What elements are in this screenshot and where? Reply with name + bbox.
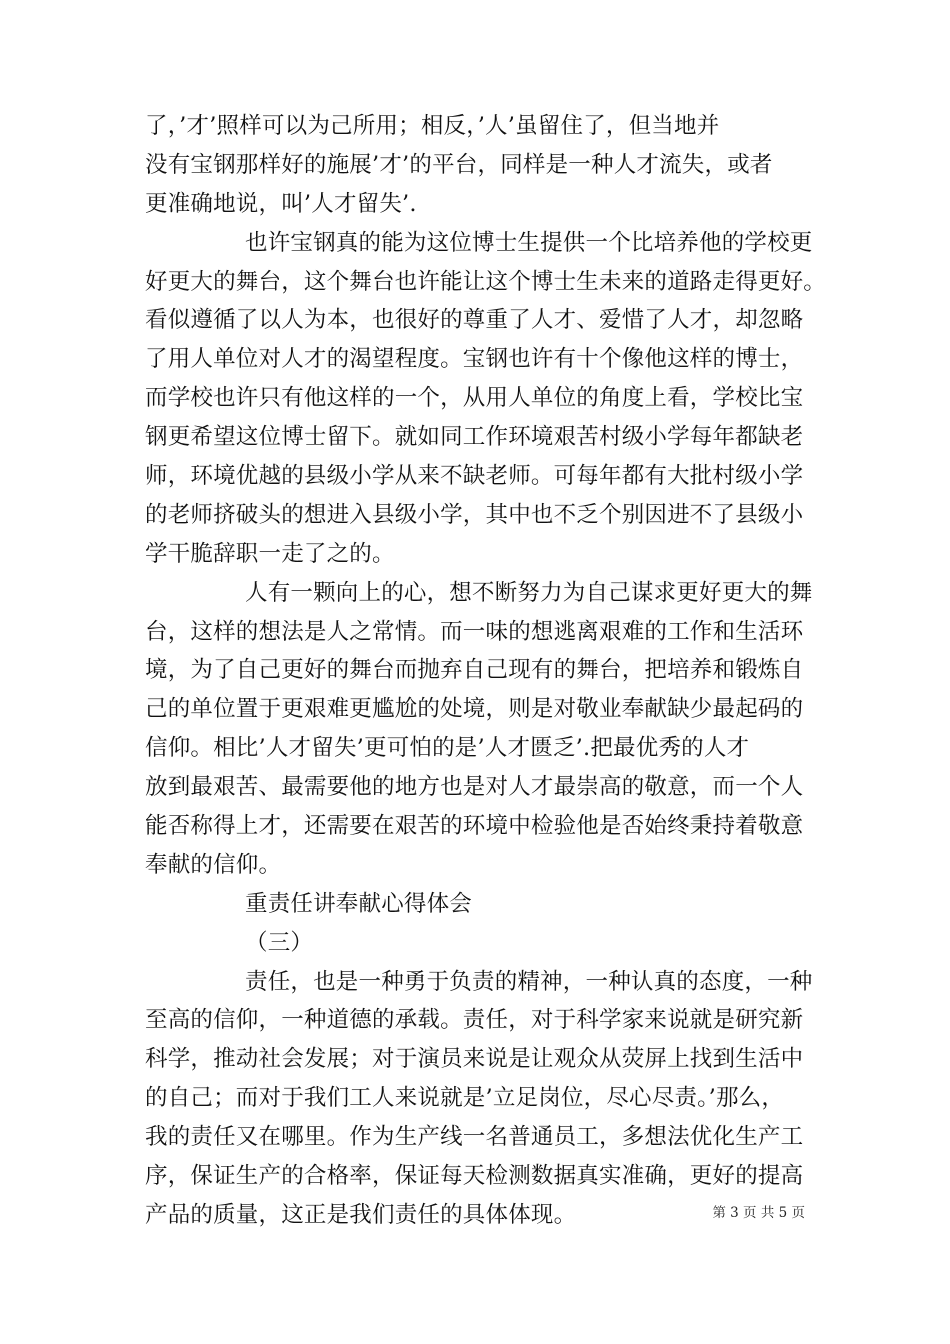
text-line: 的自己；而对于我们工人来说就是’立足岗位，尽心尽责。’那么， — [145, 1085, 785, 1112]
section-number — [145, 924, 825, 963]
text-line: 看似遵循了以人为本，也很好的尊重了人才、爱惜了人才，却忽略 — [145, 307, 804, 334]
text-line: 师，环境优越的县级小学从来不缺老师。可每年都有大批村级小学 — [145, 463, 804, 490]
text-line: 了用人单位对人才的渴望程度。宝钢也许有十个像他这样的博士， — [145, 346, 804, 373]
text-line: 重责任讲奉献心得体会 — [245, 890, 473, 917]
text-line: 的老师挤破头的想进入县级小学，其中也不乏个别因进不了县级小 — [145, 501, 804, 528]
text-line: 钢更希望这位博士留下。就如同工作环境艰苦村级小学每年都缺老 — [145, 424, 804, 451]
text-line: 产品的质量，这正是我们责任的具体体现。 — [145, 1201, 577, 1228]
text-line: 序，保证生产的合格率，保证每天检测数据真实准确，更好的提高 — [145, 1163, 804, 1190]
text-line: 了，’才’照样可以为己所用；相反，’人’虽留住了，但当地并 — [145, 113, 720, 139]
document-body — [145, 107, 825, 1235]
text-line: 我的责任又在哪里。作为生产线一名普通员工，多想法优化生产工 — [145, 1124, 804, 1151]
text-line: （三） — [245, 929, 314, 956]
text-line: 能否称得上才，还需要在艰苦的环境中检验他是否始终秉持着敬意 — [145, 813, 804, 840]
page-number: 第 3 页 共 5 页 — [712, 1205, 805, 1221]
text-line: 责任，也是一种勇于负责的精神，一种认真的态度，一种 — [245, 968, 813, 995]
paragraph — [145, 224, 825, 574]
text-line: 台，这样的想法是人之常情。而一味的想逃离艰难的工作和生活环 — [145, 618, 804, 645]
paragraph — [145, 107, 825, 224]
text-line: 至高的信仰，一种道德的承载。责任，对于科学家来说就是研究新 — [145, 1007, 804, 1034]
paragraph — [145, 963, 825, 1235]
text-line: 科学，推动社会发展；对于演员来说是让观众从荧屏上找到生活中 — [145, 1046, 804, 1073]
text-line: 信仰。相比’人才留失’更可怕的是’人才匮乏’.把最优秀的人才 — [145, 735, 750, 762]
paragraph — [145, 574, 825, 885]
text-line: 境，为了自己更好的舞台而抛弃自己现有的舞台，把培养和锻炼自 — [145, 657, 804, 684]
text-line: 更准确地说，叫’人才留失’. — [145, 190, 417, 217]
text-line: 己的单位置于更艰难更尴尬的处境，则是对敬业奉献缺少最起码的 — [145, 696, 804, 723]
text-line: 没有宝钢那样好的施展’才’的平台，同样是一种人才流失，或者 — [145, 151, 773, 178]
text-line: 放到最艰苦、最需要他的地方也是对人才最崇高的敬意，而一个人 — [145, 774, 804, 801]
section-heading — [145, 885, 825, 924]
text-line: 人有一颗向上的心，想不断努力为自己谋求更好更大的舞 — [245, 579, 813, 606]
text-line: 而学校也许只有他这样的一个，从用人单位的角度上看，学校比宝 — [145, 385, 804, 412]
text-line: 学干脆辞职一走了之的。 — [145, 540, 395, 567]
text-line: 奉献的信仰。 — [145, 851, 282, 878]
text-line: 也许宝钢真的能为这位博士生提供一个比培养他的学校更 — [245, 229, 813, 256]
text-line: 好更大的舞台，这个舞台也许能让这个博士生未来的道路走得更好。 — [145, 268, 827, 295]
